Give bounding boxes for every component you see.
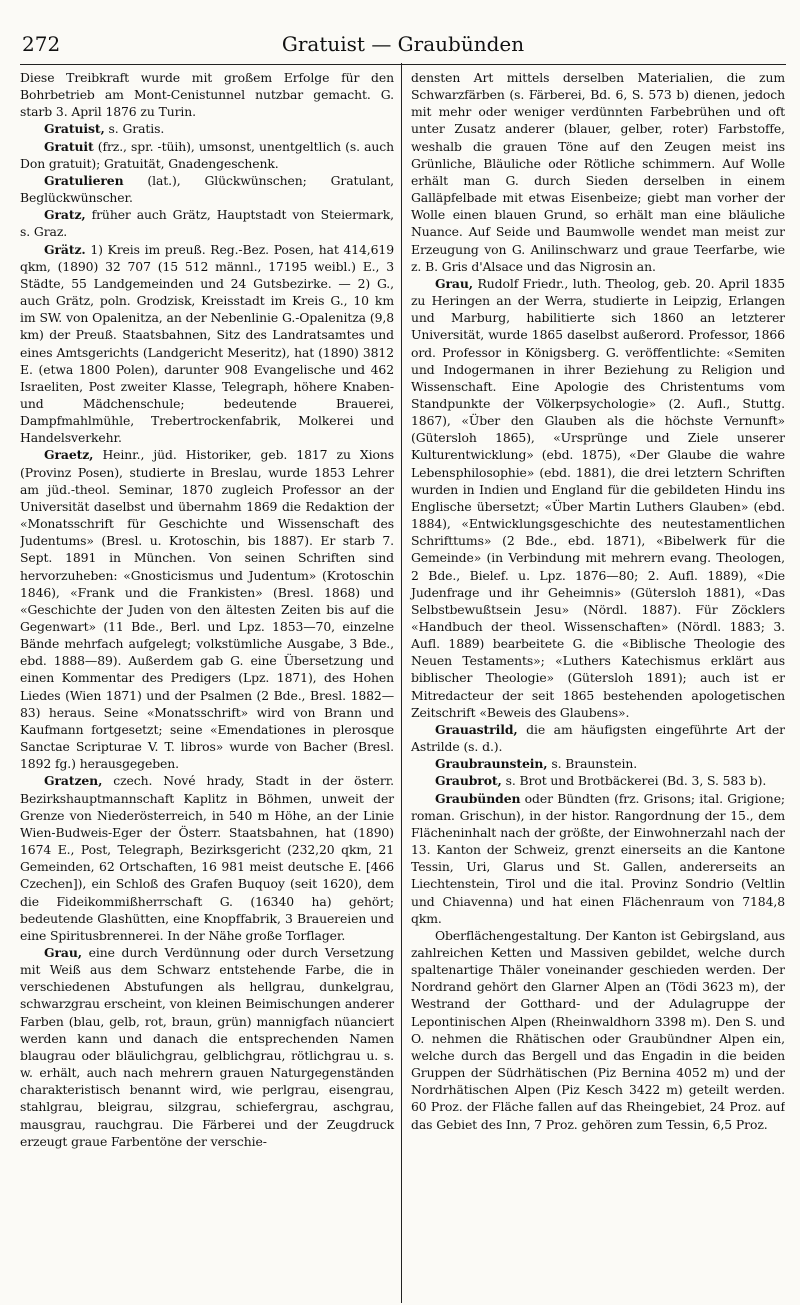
entry-text: (frz., spr. -tüih), umsonst, unentgeltlich (s. auch Don gratuit); Gratuität, Gnadengeschenk. xyxy=(20,138,394,171)
entry-headword: Grau, xyxy=(44,944,82,960)
entry-headword: Gratuit xyxy=(44,138,94,154)
page-title: Gratuist — Graubünden xyxy=(281,32,525,56)
entry-text: Rudolf Friedr., luth. Theolog, geb. 20. April 1835 zu Heringen an der Werra, studierte in Leipzig, Erlangen und Marburg, habilitierte sich 1860 an letzterer Universität, wurde 1865 daselbst außerord. Professor, 1866 ord. Professor in Königsberg. G. veröffentlichte: «Semiten und Indogermanen in ihrer Beziehung zu Religion und Wissenschaft. Eine Apologie des Christentums vom Standpunkte der Völkerpsychologie» (2. Aufl., Stuttg. 1867), «Über den Glauben als die höchste Vernunft» (Gütersloh 1865), «Ursprünge und Ziele unserer Kulturentwicklung» (ebd. 1875), «Der Glaube die wahre Lebensphilosophie» (ebd. 1881), die drei letztern Schriften wurden in Indien und England für die gebildeten Hindu ins Englische übersetzt; «Über Martin Luthers Glauben» (ebd. 1884), «Entwicklungsgeschichte des neutestamentlichen Schrifttums» (2 Bde., ebd. 1871), «Bibelwerk für die Gemeinde» (in Verbindung mit mehrern evang. Theologen, 2 Bde., Bielef. u. Lpz. 1876—80; 2. Aufl. 1889), «Die Judenfrage und ihr Geheimnis» (Gütersloh 1881), «Das Selbstbewußtsein Jesu» (Nördl. 1887). Für Zöcklers «Handbuch der theol. Wissenschaften» (Nördl. 1883; 3. Aufl. 1889) bearbeitete G. die «Biblische Theologie des Neuen Testaments»; «Luthers Katechismus erklärt aus biblischer Theologie» (Gütersloh 1891); auch ist er Mitredacteur der seit 1865 bestehenden apologetischen Zeitschrift «Beweis des Glaubens». xyxy=(411,275,785,720)
entry-headword: Grau, xyxy=(435,275,473,291)
entry-text: (lat.), Glückwünschen; Gratulant, Beglückwünscher. xyxy=(20,172,394,206)
left-column xyxy=(20,69,401,1303)
text-columns xyxy=(20,69,786,1303)
entry-headword: Gratzen, xyxy=(44,773,103,789)
entry-text: Diese Treibkraft wurde mit großem Erfolge für den Bohrbetrieb am Mont-Cenistunnel nutzbar gemacht. G. starb 3. April 1876 zu Turin. xyxy=(20,70,394,120)
article-entry xyxy=(20,69,394,120)
entry-text: s. Braunstein. xyxy=(547,756,638,772)
article-entry xyxy=(411,772,785,789)
article-entry xyxy=(411,927,785,1133)
entry-text: s. Gratis. xyxy=(104,121,165,137)
article-entry xyxy=(20,241,394,447)
entry-headword: Grätz. xyxy=(44,241,86,257)
entry-text: Oberflächengestaltung. Der Kanton ist Gebirgsland, aus zahlreichen Ketten und Massiven gebildet, welche durch spaltenartige Thäler voneinander geschieden werden. Der Nordrand gehört den Glarner Alpen an (Tödi 3623 m), der Westrand der Gotthard- und der Adulagruppe der Lepontinischen Alpen (Rheinwaldhorn 3398 m). Den S. und O. nehmen die Rhätischen oder Graubündner Alpen ein, welche durch das Bergell und das Engadin in die beiden Gruppen der Südrhätischen (Piz Bernina 4052 m) und der Nordrhätischen Alpen (Piz Kesch 3422 m) geteilt werden. 60 Proz. der Fläche fallen auf das Rheingebiet, 24 Proz. auf das Gebiet des Inn, 7 Proz. gehören zum Tessin, 6,5 Proz. xyxy=(411,927,785,1132)
article-entry xyxy=(20,172,394,206)
entry-text: czech. Nové hrady, Stadt in der österr. Bezirkshauptmannschaft Kaplitz in Böhmen, unweit der Grenze von Niederösterreich, in 540 m Höhe, an der Linie Wien-Budweis-Eger der Österr. Staatsbahnen, hat (1890) 1674 E., Post, Telegraph, Bezirksgericht (232,20 qkm, 21 Gemeinden, 62 Ortschaften, 16 981 meist deutsche E. [466 Czechen]), ein Schloß des Grafen Buquoy (seit 1620), dem die Fideikommißherrschaft G. (16340 ha) gehört; bedeutende Glashütten, eine Knopffabrik, 3 Brauereien und eine Spiritusbrennerei. In der Nähe große Torflager. xyxy=(20,773,394,943)
article-entry xyxy=(20,944,394,1150)
entry-headword: Graubraunstein, xyxy=(435,756,548,772)
entry-headword: Graetz, xyxy=(44,447,94,463)
entry-text: oder Bündten (frz. Grisons; ital. Grigione; roman. Grischun), in der histor. Rangordnung der 15., dem Flächeninhalt nach der größte, der Einwohnerzahl nach der 13. Kanton der Schweiz, grenzt einerseits an die Kantone Tessin, Uri, Glarus und St. Gallen, andererseits an Liechtenstein, Tirol und die ital. Provinz Sondrio (Veltlin und Chiavenna) und hat einen Flächenraum von 7184,8 qkm. xyxy=(411,790,785,926)
article-entry xyxy=(411,755,785,772)
article-entry xyxy=(20,138,394,172)
page-number: 272 xyxy=(22,32,61,56)
entry-text: die am häufigsten eingeführte Art der Astrilde (s. d.). xyxy=(411,721,785,755)
article-entry xyxy=(411,721,785,755)
entry-headword: Graubünden xyxy=(435,790,521,806)
entry-text: 1) Kreis im preuß. Reg.-Bez. Posen, hat 414,619 qkm, (1890) 32 707 (15 512 männl., 17195 weibl.) E., 3 Städte, 55 Landgemeinden und 24 Gutsbezirke. — 2) G., auch Grätz, poln. Grodzisk, Kreisstadt im Kreis G., 10 km im SW. von Opalenitza, an der Nebenlinie G.-Opalenitza (9,8 km) der Preuß. Staatsbahnen, Sitz des Landratsamtes und eines Amtsgerichts (Landgericht Meseritz), hat (1890) 3812 E. (etwa 1800 Polen), darunter 908 Evangelische und 462 Israeliten, Post zweiter Klasse, Telegraph, höhere Knaben- und Mädchenschule; bedeutende Brauerei, Dampfmahlmühle, Trebertrockenfabrik, Molkerei und Handelsverkehr. xyxy=(20,241,394,446)
entry-text: Heinr., jüd. Historiker, geb. 1817 zu Xions (Provinz Posen), studierte in Breslau, wurde 1853 Lehrer am jüd.-theol. Seminar, 1870 zugleich Professor an der Universität daselbst und übernahm 1869 die Redaktion der «Monatsschrift für Geschichte und Wissenschaft des Judentums» (Bresl. u. Krotoschin, bis 1887). Er starb 7. Sept. 1891 in München. Von seinen Schriften sind hervorzuheben: «Gnosticismus und Judentum» (Krotoschin 1846), «Frank und die Frankisten» (Bresl. 1868) und «Geschichte der Juden von den ältesten Zeiten bis auf die Gegenwart» (11 Bde., Berl. und Lpz. 1853—70, einzelne Bände mehrfach aufgelegt; volkstümliche Ausgabe, 3 Bde., ebd. 1888—89). Außerdem gab G. eine Übersetzung und einen Kommentar des Predigers (Lpz. 1871), des Hohen Liedes (Wien 1871) und der Psalmen (2 Bde., Bresl. 1882—83) heraus. Seine «Monatsschrift» wird von Brann und Kaufmann fortgesetzt; seine «Emendationes in plerosque Sanctae Scripturae V. T. libros» wurde von Bacher (Bresl. 1892 fg.) herausgegeben. xyxy=(20,447,394,772)
article-entry xyxy=(20,120,394,137)
article-entry xyxy=(20,206,394,240)
article-entry xyxy=(20,772,394,944)
entry-text: s. Brot und Brotbäckerei (Bd. 3, S. 583 b). xyxy=(501,773,767,789)
article-entry xyxy=(411,275,785,721)
entry-headword: Gratz, xyxy=(44,207,86,223)
article-entry xyxy=(411,790,785,927)
entry-headword: Graubrot, xyxy=(435,773,502,789)
article-entry xyxy=(20,446,394,772)
entry-headword: Grauastrild, xyxy=(435,721,518,737)
entry-headword: Gratulieren xyxy=(44,172,124,188)
article-entry xyxy=(411,69,785,275)
page-header xyxy=(20,26,786,65)
entry-headword: Gratuist, xyxy=(44,121,105,137)
entry-text: densten Art mittels derselben Materialien, die zum Schwarzfärben (s. Färberei, Bd. 6, S. 573 b) dienen, jedoch mit mehr oder weniger verdünnten Farbebrühen und oft unter Zusatz anderer (blauer, gelber, roter) Farbstoffe, weshalb die grauen Töne auf den Zeugen meist ins Grünliche, Bläuliche oder Rötliche schimmern. Auf Wolle erhält man G. durch Sieden derselben in einem Galläpfelbade mit etwas Eisenbeize; giebt man vorher der Wolle einen blauen Grund, so erhält man eine bläuliche Nuance. Auf Seide und Baumwolle wendet man meist zur Erzeugung von G. Anilinschwarz und graue Teerfarbe, wie z. B. Gris d'Alsace und das Nigrosin an. xyxy=(411,70,785,274)
entry-text: eine durch Verdünnung oder durch Versetzung mit Weiß aus dem Schwarz entstehende Farbe, die in verschiedenen Abstufungen als hellgrau, dunkelgrau, schwarzgrau erscheint, von kleinen Beimischungen anderer Farben (blau, gelb, rot, braun, grün) mannigfach nüanciert werden kann und danach die entsprechenden Namen blaugrau oder bläulichgrau, gelblichgrau, rötlichgrau u. s. w. erhält, auch nach mehrern grauen Naturgegenständen charakteristisch benannt wird, wie perlgrau, eisengrau, stahlgrau, bleigrau, silzgrau, schiefergrau, aschgrau, mausgrau, rauchgrau. Die Färberei und der Zeugdruck erzeugt graue Farbentöne der verschie- xyxy=(20,944,394,1149)
right-column xyxy=(402,69,785,1303)
entry-text: früher auch Grätz, Hauptstadt von Steiermark, s. Graz. xyxy=(20,207,394,240)
